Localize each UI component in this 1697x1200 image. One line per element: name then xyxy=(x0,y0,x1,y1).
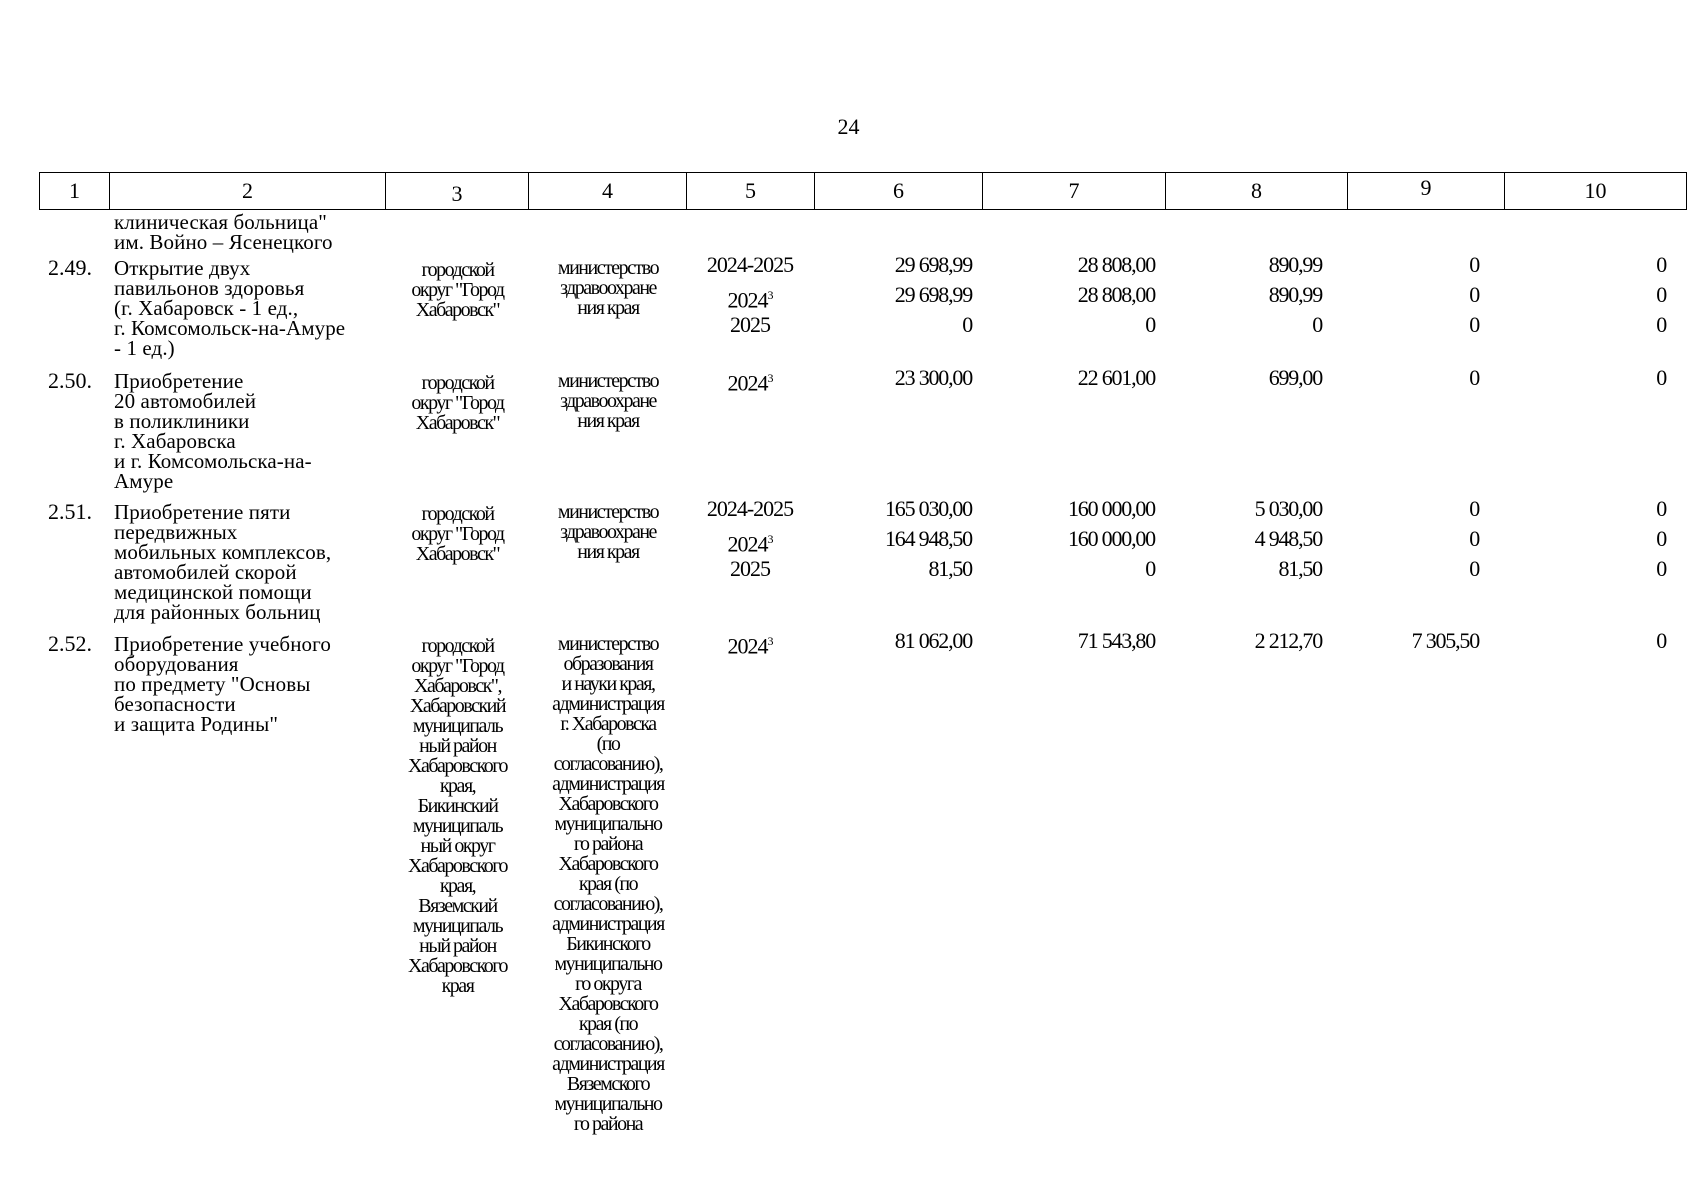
footnote-marker: 3 xyxy=(767,288,773,302)
column-header: 3 xyxy=(386,173,529,209)
page-number: 24 xyxy=(837,114,860,139)
text-line: для районных больниц xyxy=(114,600,321,624)
footnote-marker: 3 xyxy=(767,371,773,385)
text-line: 20 автомобилей xyxy=(114,389,257,413)
text-line: согласованию), xyxy=(553,753,663,775)
row-value-total: 81,50 xyxy=(928,556,972,581)
text-line: согласованию), xyxy=(553,1033,663,1055)
row-year: 2024$^3$ xyxy=(727,287,773,313)
text-line: муниципаль xyxy=(412,915,503,937)
text-line: городской xyxy=(421,259,494,281)
column-header: 4 xyxy=(529,173,687,209)
text-line: городской xyxy=(421,635,494,657)
row-value-regional: 890,99 xyxy=(1268,252,1322,277)
text-line: ный район xyxy=(419,935,496,957)
text-line: и г. Комсомольска-на- xyxy=(114,449,312,473)
row-value-other: 0 xyxy=(1656,556,1666,581)
text-line: муниципально xyxy=(554,813,662,835)
text-line: медицинской помощи xyxy=(114,580,312,604)
row-executor xyxy=(529,258,687,318)
text-line: Хабаровского xyxy=(558,853,658,875)
text-line: Открытие двух xyxy=(114,256,251,280)
row-year: 2025 xyxy=(730,556,770,581)
text-line: округ "Город xyxy=(411,523,504,545)
row-executor xyxy=(529,502,687,562)
row-value-other: 0 xyxy=(1656,365,1666,390)
row-value-regional: 2 212,70 xyxy=(1254,628,1322,653)
text-line: и науки края, xyxy=(561,673,655,695)
text-line: (по xyxy=(596,733,620,755)
text-line: округ "Город xyxy=(411,392,504,414)
row-value-other: 0 xyxy=(1656,252,1666,277)
row-value-other: 0 xyxy=(1656,282,1666,307)
text-line: здравоохране xyxy=(560,277,656,299)
column-header: 7 xyxy=(983,173,1166,209)
row-value-regional: 699,00 xyxy=(1268,365,1322,390)
text-line: администрация xyxy=(552,913,664,935)
text-line: ния края xyxy=(577,541,639,563)
column-header: 9 xyxy=(1348,173,1505,209)
text-line: Хабаровского xyxy=(558,993,658,1015)
text-line: округ "Город xyxy=(411,655,504,677)
text-line: Хабаровского xyxy=(408,955,507,977)
row-value-other: 0 xyxy=(1656,496,1666,521)
text-line: министерство xyxy=(557,370,659,392)
row-value-total: 23 300,00 xyxy=(894,365,972,390)
text-line: Приобретение пяти xyxy=(114,500,291,524)
row-value-other: 0 xyxy=(1656,526,1666,551)
text-line: павильонов здоровья xyxy=(114,276,305,300)
text-line: министерство xyxy=(557,257,659,279)
continued-description: клиническая больница" им. Войно – Ясенецкого xyxy=(114,210,333,254)
column-header: 2 xyxy=(110,173,386,209)
row-year: 2024-2025 xyxy=(706,496,794,521)
row-value-federal: 28 808,00 xyxy=(1077,252,1155,277)
row-value-local: 0 xyxy=(1469,556,1479,581)
row-location xyxy=(386,636,529,996)
row-value-total: 29 698,99 xyxy=(894,252,972,277)
text-line: - 1 ед.) xyxy=(114,336,175,360)
text-line: здравоохране xyxy=(560,390,656,412)
text-line: края xyxy=(441,975,474,997)
text-line: Амуре xyxy=(114,469,174,493)
text-line: передвижных xyxy=(114,520,238,544)
text-line: Бикинского xyxy=(566,933,650,955)
text-line: Хабаровский xyxy=(409,695,506,717)
row-index: 2.49. xyxy=(48,255,92,280)
row-executor xyxy=(529,371,687,431)
text-line: г. Комсомольск-на-Амуре xyxy=(114,316,346,340)
row-value-local: 0 xyxy=(1469,526,1479,551)
row-description xyxy=(114,258,394,358)
text-line: согласованию), xyxy=(553,893,663,915)
row-value-regional: 5 030,00 xyxy=(1254,496,1322,521)
text-line: Хабаровского xyxy=(408,855,507,877)
text-line: муниципально xyxy=(554,1093,662,1115)
row-value-regional: 81,50 xyxy=(1278,556,1322,581)
text-line: го района xyxy=(573,833,643,855)
footnote-marker: 3 xyxy=(767,532,773,546)
row-value-local: 0 xyxy=(1469,282,1479,307)
text-line: Вяземский xyxy=(418,895,497,917)
text-line: администрация xyxy=(552,773,664,795)
text-line: муниципаль xyxy=(412,815,503,837)
row-value-federal: 22 601,00 xyxy=(1077,365,1155,390)
row-value-regional: 890,99 xyxy=(1268,282,1322,307)
row-value-regional: 4 948,50 xyxy=(1254,526,1322,551)
row-value-other: 0 xyxy=(1656,628,1666,653)
row-value-regional: 0 xyxy=(1312,312,1322,337)
row-value-total: 165 030,00 xyxy=(884,496,972,521)
column-header: 10 xyxy=(1584,178,1607,203)
row-description xyxy=(114,634,394,734)
row-value-federal: 71 543,80 xyxy=(1077,628,1155,653)
text-line: безопасности xyxy=(114,692,236,716)
text-line: края (по xyxy=(578,873,638,895)
text-line: Бикинский xyxy=(417,795,498,817)
row-value-federal: 0 xyxy=(1145,312,1155,337)
text-line: Приобретение xyxy=(114,369,244,393)
text-line: (г. Хабаровск - 1 ед., xyxy=(114,296,299,320)
row-location xyxy=(386,260,529,320)
text-line: муниципально xyxy=(554,953,662,975)
row-year: 2025 xyxy=(730,312,770,337)
text-line: Хабаровск", xyxy=(414,675,501,697)
row-executor xyxy=(529,634,687,1134)
footnote-marker: 3 xyxy=(767,634,773,648)
row-value-federal: 160 000,00 xyxy=(1067,496,1155,521)
text-line: Хабаровского xyxy=(558,793,658,815)
text-line: министерство xyxy=(557,501,659,523)
row-value-local: 0 xyxy=(1469,312,1479,337)
text-line: г. Хабаровска xyxy=(560,713,656,735)
text-line: по предмету "Основы xyxy=(114,672,311,696)
text-line: здравоохране xyxy=(560,521,656,543)
text-line: мобильных комплексов, xyxy=(114,540,332,564)
text-line: ния края xyxy=(577,297,639,319)
text-line: Хабаровск" xyxy=(415,412,500,434)
text-line: го округа xyxy=(575,973,641,995)
row-value-other: 0 xyxy=(1656,312,1666,337)
column-header: 5 xyxy=(687,173,815,209)
text-line: министерство xyxy=(557,633,659,655)
row-location xyxy=(386,504,529,564)
text-line: ния края xyxy=(577,410,639,432)
row-value-total: 164 948,50 xyxy=(884,526,972,551)
text-line: ный округ xyxy=(420,835,495,857)
text-line: округ "Город xyxy=(411,279,504,301)
row-value-local: 0 xyxy=(1469,496,1479,521)
text-line: ный район xyxy=(419,735,496,757)
text-line: края, xyxy=(439,875,476,897)
text-line: и защита Родины" xyxy=(114,712,279,736)
text-line: образования xyxy=(563,653,653,675)
text-line: в поликлиники xyxy=(114,409,250,433)
column-header: 6 xyxy=(815,173,983,209)
column-header: 8 xyxy=(1166,173,1348,209)
text-line: Приобретение учебного xyxy=(114,632,331,656)
text-line: Хабаровск" xyxy=(415,543,500,565)
row-value-local: 0 xyxy=(1469,365,1479,390)
row-index: 2.51. xyxy=(48,499,92,524)
row-description xyxy=(114,371,394,491)
row-value-total: 81 062,00 xyxy=(894,628,972,653)
row-value-local: 7 305,50 xyxy=(1411,628,1479,653)
text-line: администрация xyxy=(552,1053,664,1075)
text-line: края, xyxy=(439,775,476,797)
row-year: 2024$^3$ xyxy=(727,531,773,557)
text-line: г. Хабаровска xyxy=(114,429,236,453)
text-line: оборудования xyxy=(114,652,239,676)
row-location xyxy=(386,373,529,433)
row-value-federal: 0 xyxy=(1145,556,1155,581)
text-line: Вяземского xyxy=(566,1073,650,1095)
text-line: Хабаровского xyxy=(408,755,507,777)
text-line: го района xyxy=(573,1113,643,1135)
row-value-federal: 28 808,00 xyxy=(1077,282,1155,307)
row-index: 2.50. xyxy=(48,368,92,393)
row-value-total: 29 698,99 xyxy=(894,282,972,307)
text-line: городской xyxy=(421,503,494,525)
text-line: городской xyxy=(421,372,494,394)
text-line: Хабаровск" xyxy=(415,299,500,321)
row-value-local: 0 xyxy=(1469,252,1479,277)
row-year: 2024-2025 xyxy=(706,252,794,277)
column-header: 1 xyxy=(40,173,110,209)
text-line: муниципаль xyxy=(412,715,503,737)
text-line: края (по xyxy=(578,1013,638,1035)
row-year: 2024$^3$ xyxy=(727,370,773,396)
text-line: администрация xyxy=(552,693,664,715)
table-header xyxy=(39,172,1687,210)
text-line: автомобилей скорой xyxy=(114,560,297,584)
row-year: 2024$^3$ xyxy=(727,633,773,659)
row-description xyxy=(114,502,394,622)
row-index: 2.52. xyxy=(48,631,92,656)
row-value-total: 0 xyxy=(962,312,972,337)
row-value-federal: 160 000,00 xyxy=(1067,526,1155,551)
